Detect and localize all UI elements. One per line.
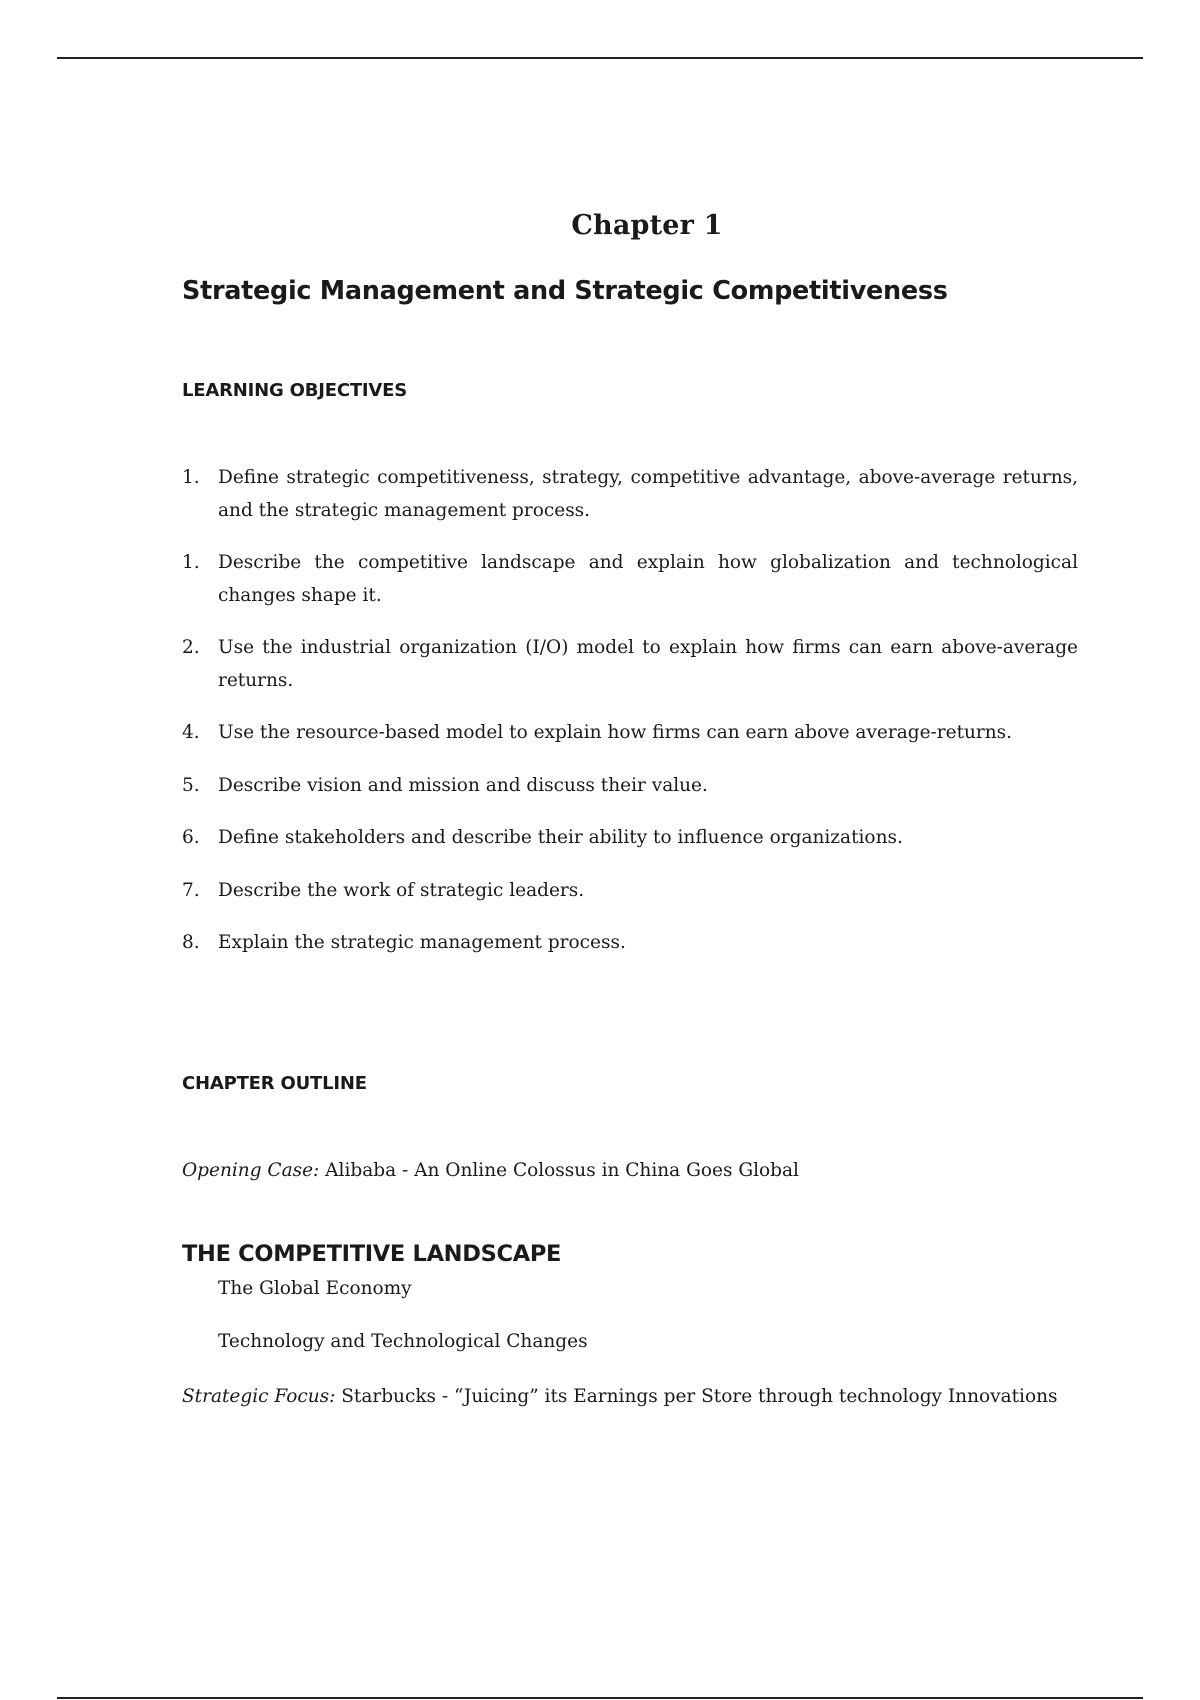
outline-sub-item: The Global Economy	[218, 1278, 412, 1299]
list-item-text: Define stakeholders and describe their ability to influence organizations.	[218, 827, 903, 848]
opening-case	[182, 1155, 799, 1187]
learning-objectives-list	[182, 462, 1078, 980]
list-item-text: Describe vision and mission and discuss their value.	[218, 774, 708, 796]
list-item	[182, 875, 1078, 908]
chapter-title: Strategic Management and Strategic Competitiveness	[182, 276, 948, 306]
list-item	[182, 927, 1078, 960]
list-item-text: Define strategic competitiveness, strategy, competitive advantage, above-average returns, and the strategic management process.	[218, 467, 1078, 521]
learning-objectives-heading: LEARNING OBJECTIVES	[182, 380, 408, 401]
list-item-text: Explain the strategic management process.	[218, 932, 626, 953]
outline-sub-item: Technology and Technological Changes	[218, 1331, 588, 1352]
list-item-text: Use the resource-based model to explain how firms can earn above average-returns.	[218, 722, 1013, 743]
list-item	[182, 717, 1078, 750]
list-item	[182, 547, 1078, 612]
strategic-focus-label: Strategic Focus:	[182, 1386, 336, 1407]
list-item-text: Describe the competitive landscape and explain how globalization and technological changes shape it.	[218, 552, 1078, 606]
competitive-landscape-heading: THE COMPETITIVE LANDSCAPE	[182, 1241, 562, 1267]
list-item	[182, 632, 1078, 697]
top-rule	[57, 57, 1143, 59]
chapter-outline-heading: CHAPTER OUTLINE	[182, 1073, 367, 1094]
strategic-focus	[182, 1381, 1078, 1413]
list-item-number: 4.	[182, 722, 200, 743]
list-item	[182, 462, 1078, 527]
list-item-number: 2.	[182, 637, 200, 658]
list-item	[182, 822, 1078, 855]
bottom-rule	[57, 1697, 1143, 1699]
chapter-number: Chapter 1	[571, 210, 723, 241]
list-item-number: 6.	[182, 827, 200, 848]
list-item-text: Use the industrial organization (I/O) model to explain how firms can earn above-average returns.	[218, 637, 1078, 691]
opening-case-label: Opening Case:	[182, 1160, 320, 1181]
strategic-focus-text: Starbucks - “Juicing” its Earnings per Store through technology Innovations	[335, 1386, 1058, 1407]
list-item	[182, 770, 1078, 803]
list-item-number: 7.	[182, 879, 200, 901]
opening-case-text: Alibaba - An Online Colossus in China Goes Global	[319, 1160, 799, 1181]
list-item-text: Describe the work of strategic leaders.	[218, 879, 585, 901]
list-item-number: 1.	[182, 467, 200, 488]
list-item-number: 1.	[182, 552, 200, 573]
list-item-number: 8.	[182, 932, 200, 953]
list-item-number: 5.	[182, 774, 200, 796]
